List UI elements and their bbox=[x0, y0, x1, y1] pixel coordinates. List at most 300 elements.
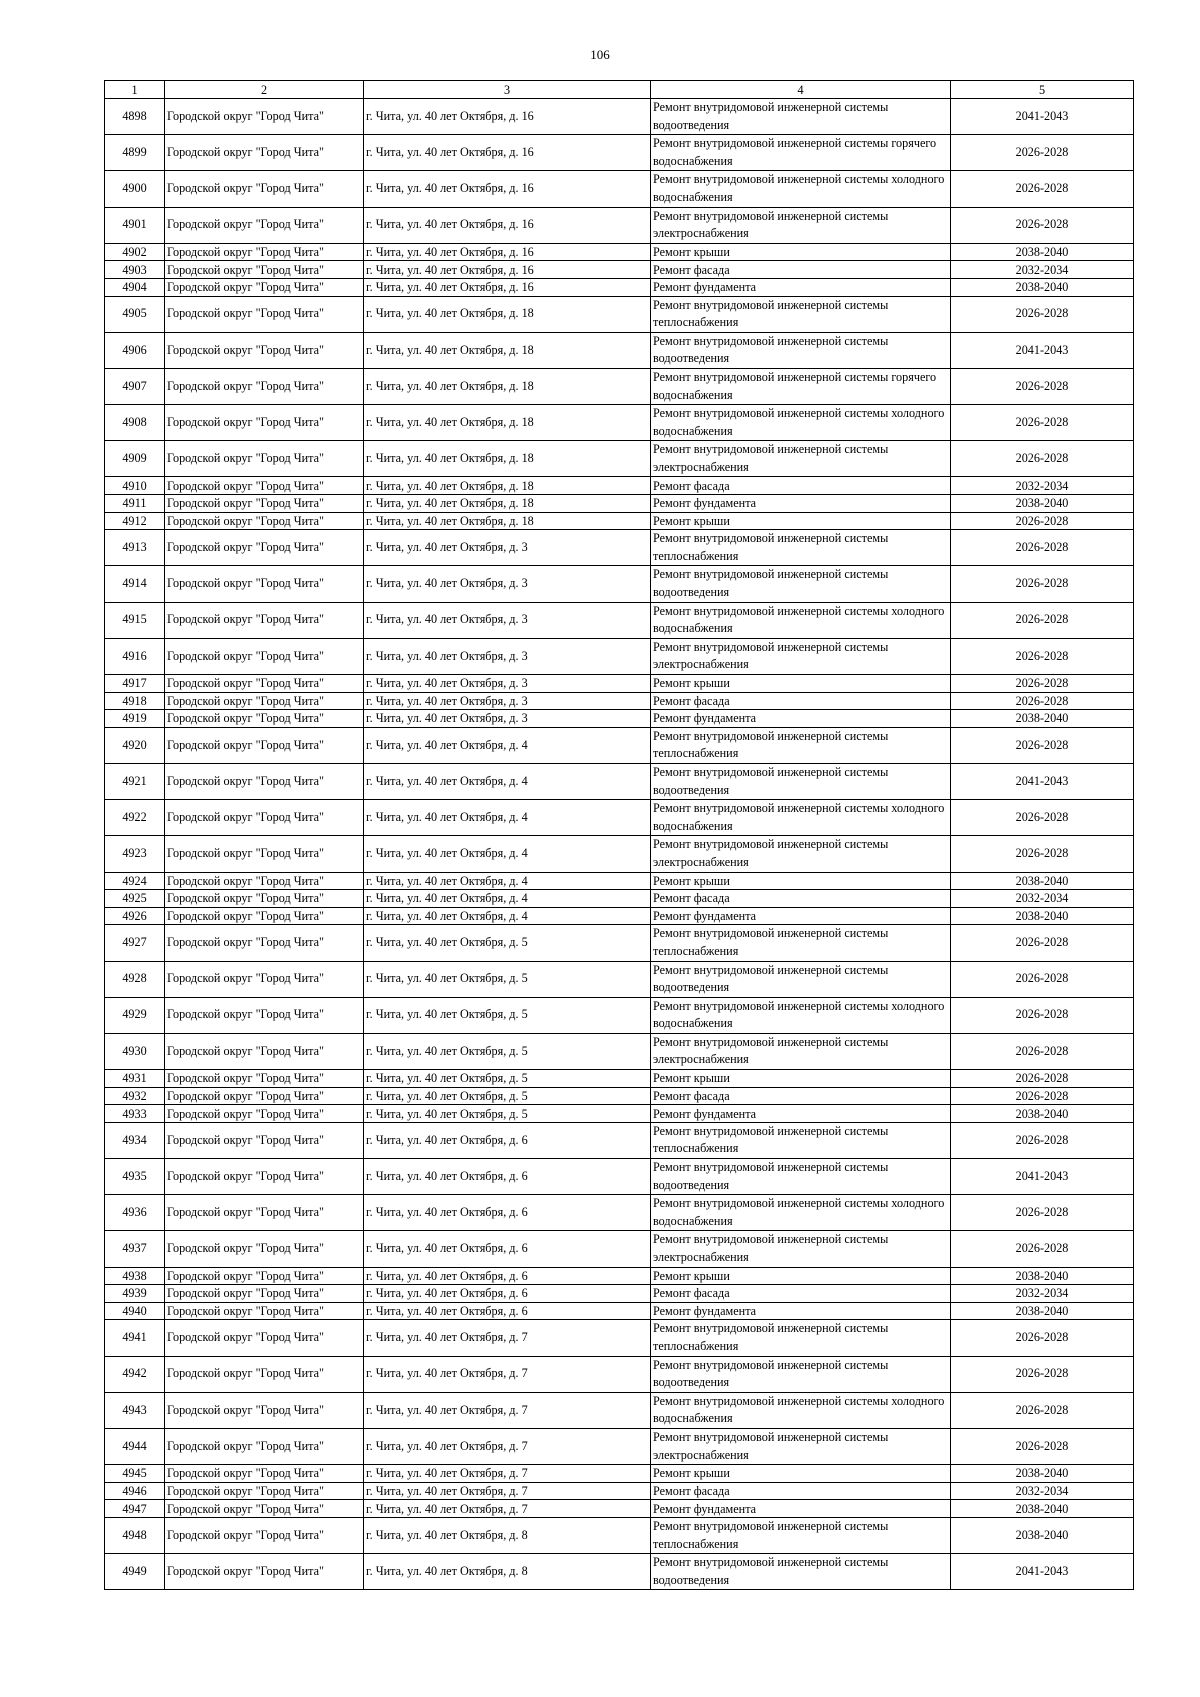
row-number-cell: 4924 bbox=[105, 872, 165, 890]
row-number-cell: 4946 bbox=[105, 1482, 165, 1500]
address-cell: г. Чита, ул. 40 лет Октября, д. 5 bbox=[364, 961, 651, 997]
work-type-cell: Ремонт крыши bbox=[651, 675, 951, 693]
municipality-cell: Городской округ "Город Чита" bbox=[165, 243, 364, 261]
table-row bbox=[105, 997, 1134, 1033]
table-row bbox=[105, 512, 1134, 530]
address-cell: г. Чита, ул. 40 лет Октября, д. 4 bbox=[364, 890, 651, 908]
municipality-cell: Городской округ "Город Чита" bbox=[165, 1428, 364, 1464]
period-cell: 2032-2034 bbox=[951, 1482, 1134, 1500]
municipality-cell: Городской округ "Город Чита" bbox=[165, 1356, 364, 1392]
row-number-cell: 4902 bbox=[105, 243, 165, 261]
municipality-cell: Городской округ "Город Чита" bbox=[165, 99, 364, 135]
row-number-cell: 4905 bbox=[105, 296, 165, 332]
address-cell: г. Чита, ул. 40 лет Октября, д. 5 bbox=[364, 1087, 651, 1105]
period-cell: 2026-2028 bbox=[951, 135, 1134, 171]
municipality-cell: Городской округ "Город Чита" bbox=[165, 1231, 364, 1267]
municipality-cell: Городской округ "Город Чита" bbox=[165, 638, 364, 674]
work-type-cell: Ремонт фасада bbox=[651, 1482, 951, 1500]
table-row bbox=[105, 135, 1134, 171]
municipality-cell: Городской округ "Город Чита" bbox=[165, 1070, 364, 1088]
table-row bbox=[105, 243, 1134, 261]
table-row bbox=[105, 638, 1134, 674]
period-cell: 2026-2028 bbox=[951, 961, 1134, 997]
work-type-cell: Ремонт фундамента bbox=[651, 495, 951, 513]
municipality-cell: Городской округ "Город Чита" bbox=[165, 1465, 364, 1483]
period-cell: 2038-2040 bbox=[951, 1465, 1134, 1483]
row-number-cell: 4929 bbox=[105, 997, 165, 1033]
period-cell: 2026-2028 bbox=[951, 1195, 1134, 1231]
address-cell: г. Чита, ул. 40 лет Октября, д. 18 bbox=[364, 495, 651, 513]
row-number-cell: 4943 bbox=[105, 1392, 165, 1428]
municipality-cell: Городской округ "Город Чита" bbox=[165, 800, 364, 836]
table-row bbox=[105, 332, 1134, 368]
municipality-cell: Городской округ "Город Чита" bbox=[165, 135, 364, 171]
municipality-cell: Городской округ "Город Чита" bbox=[165, 763, 364, 799]
work-type-cell: Ремонт внутридомовой инженерной системы электроснабжения bbox=[651, 836, 951, 872]
work-type-cell: Ремонт фасада bbox=[651, 890, 951, 908]
row-number-cell: 4900 bbox=[105, 171, 165, 207]
work-type-cell: Ремонт внутридомовой инженерной системы теплоснабжения bbox=[651, 925, 951, 961]
table-row bbox=[105, 907, 1134, 925]
work-type-cell: Ремонт внутридомовой инженерной системы водоотведения bbox=[651, 1554, 951, 1590]
table-row bbox=[105, 1428, 1134, 1464]
column-header: 2 bbox=[165, 81, 364, 99]
period-cell: 2026-2028 bbox=[951, 405, 1134, 441]
municipality-cell: Городской округ "Город Чита" bbox=[165, 1195, 364, 1231]
column-header: 4 bbox=[651, 81, 951, 99]
municipality-cell: Городской округ "Город Чита" bbox=[165, 1087, 364, 1105]
work-type-cell: Ремонт внутридомовой инженерной системы холодного водоснабжения bbox=[651, 602, 951, 638]
municipality-cell: Городской округ "Город Чита" bbox=[165, 441, 364, 477]
table-row bbox=[105, 566, 1134, 602]
period-cell: 2026-2028 bbox=[951, 1392, 1134, 1428]
table-row bbox=[105, 441, 1134, 477]
row-number-cell: 4945 bbox=[105, 1465, 165, 1483]
period-cell: 2026-2028 bbox=[951, 1231, 1134, 1267]
row-number-cell: 4904 bbox=[105, 278, 165, 296]
row-number-cell: 4934 bbox=[105, 1122, 165, 1158]
municipality-cell: Городской округ "Город Чита" bbox=[165, 477, 364, 495]
work-type-cell: Ремонт внутридомовой инженерной системы теплоснабжения bbox=[651, 727, 951, 763]
row-number-cell: 4919 bbox=[105, 710, 165, 728]
row-number-cell: 4948 bbox=[105, 1517, 165, 1553]
work-type-cell: Ремонт фасада bbox=[651, 1087, 951, 1105]
work-type-cell: Ремонт внутридомовой инженерной системы электроснабжения bbox=[651, 638, 951, 674]
period-cell: 2026-2028 bbox=[951, 692, 1134, 710]
period-cell: 2032-2034 bbox=[951, 1285, 1134, 1303]
row-number-cell: 4923 bbox=[105, 836, 165, 872]
table-row bbox=[105, 925, 1134, 961]
work-type-cell: Ремонт фундамента bbox=[651, 278, 951, 296]
table-row bbox=[105, 1392, 1134, 1428]
period-cell: 2038-2040 bbox=[951, 1302, 1134, 1320]
row-number-cell: 4920 bbox=[105, 727, 165, 763]
municipality-cell: Городской округ "Город Чита" bbox=[165, 710, 364, 728]
address-cell: г. Чита, ул. 40 лет Октября, д. 18 bbox=[364, 512, 651, 530]
address-cell: г. Чита, ул. 40 лет Октября, д. 6 bbox=[364, 1231, 651, 1267]
table-row bbox=[105, 99, 1134, 135]
row-number-cell: 4944 bbox=[105, 1428, 165, 1464]
municipality-cell: Городской округ "Город Чита" bbox=[165, 405, 364, 441]
address-cell: г. Чита, ул. 40 лет Октября, д. 6 bbox=[364, 1159, 651, 1195]
work-type-cell: Ремонт фундамента bbox=[651, 1105, 951, 1123]
period-cell: 2041-2043 bbox=[951, 1159, 1134, 1195]
table-row bbox=[105, 278, 1134, 296]
table-row bbox=[105, 763, 1134, 799]
period-cell: 2038-2040 bbox=[951, 710, 1134, 728]
table-row bbox=[105, 1517, 1134, 1553]
work-type-cell: Ремонт фундамента bbox=[651, 907, 951, 925]
address-cell: г. Чита, ул. 40 лет Октября, д. 8 bbox=[364, 1517, 651, 1553]
work-type-cell: Ремонт внутридомовой инженерной системы холодного водоснабжения bbox=[651, 1195, 951, 1231]
period-cell: 2038-2040 bbox=[951, 872, 1134, 890]
row-number-cell: 4918 bbox=[105, 692, 165, 710]
table-row bbox=[105, 800, 1134, 836]
municipality-cell: Городской округ "Город Чита" bbox=[165, 1482, 364, 1500]
period-cell: 2026-2028 bbox=[951, 566, 1134, 602]
table-row bbox=[105, 1267, 1134, 1285]
row-number-cell: 4942 bbox=[105, 1356, 165, 1392]
period-cell: 2026-2028 bbox=[951, 1320, 1134, 1356]
address-cell: г. Чита, ул. 40 лет Октября, д. 16 bbox=[364, 99, 651, 135]
row-number-cell: 4921 bbox=[105, 763, 165, 799]
address-cell: г. Чита, ул. 40 лет Октября, д. 4 bbox=[364, 907, 651, 925]
period-cell: 2026-2028 bbox=[951, 296, 1134, 332]
table-row bbox=[105, 1285, 1134, 1303]
period-cell: 2026-2028 bbox=[951, 925, 1134, 961]
table-row bbox=[105, 1320, 1134, 1356]
municipality-cell: Городской округ "Город Чита" bbox=[165, 1320, 364, 1356]
address-cell: г. Чита, ул. 40 лет Октября, д. 3 bbox=[364, 710, 651, 728]
table-row bbox=[105, 477, 1134, 495]
period-cell: 2038-2040 bbox=[951, 1517, 1134, 1553]
address-cell: г. Чита, ул. 40 лет Октября, д. 3 bbox=[364, 566, 651, 602]
period-cell: 2026-2028 bbox=[951, 512, 1134, 530]
period-cell: 2038-2040 bbox=[951, 243, 1134, 261]
address-cell: г. Чита, ул. 40 лет Октября, д. 16 bbox=[364, 278, 651, 296]
municipality-cell: Городской округ "Город Чита" bbox=[165, 261, 364, 279]
table-row bbox=[105, 1302, 1134, 1320]
work-type-cell: Ремонт внутридомовой инженерной системы теплоснабжения bbox=[651, 530, 951, 566]
work-type-cell: Ремонт внутридомовой инженерной системы теплоснабжения bbox=[651, 1122, 951, 1158]
row-number-cell: 4922 bbox=[105, 800, 165, 836]
municipality-cell: Городской округ "Город Чита" bbox=[165, 1159, 364, 1195]
address-cell: г. Чита, ул. 40 лет Октября, д. 5 bbox=[364, 1070, 651, 1088]
table-row bbox=[105, 1087, 1134, 1105]
table-row bbox=[105, 1231, 1134, 1267]
row-number-cell: 4917 bbox=[105, 675, 165, 693]
period-cell: 2026-2028 bbox=[951, 638, 1134, 674]
work-type-cell: Ремонт внутридомовой инженерной системы холодного водоснабжения bbox=[651, 800, 951, 836]
municipality-cell: Городской округ "Город Чита" bbox=[165, 997, 364, 1033]
table-row bbox=[105, 1122, 1134, 1158]
table-row bbox=[105, 872, 1134, 890]
address-cell: г. Чита, ул. 40 лет Октября, д. 5 bbox=[364, 1033, 651, 1069]
table-row bbox=[105, 1105, 1134, 1123]
period-cell: 2041-2043 bbox=[951, 763, 1134, 799]
municipality-cell: Городской округ "Город Чита" bbox=[165, 907, 364, 925]
period-cell: 2032-2034 bbox=[951, 261, 1134, 279]
municipality-cell: Городской округ "Город Чита" bbox=[165, 512, 364, 530]
address-cell: г. Чита, ул. 40 лет Октября, д. 16 bbox=[364, 243, 651, 261]
row-number-cell: 4932 bbox=[105, 1087, 165, 1105]
address-cell: г. Чита, ул. 40 лет Октября, д. 7 bbox=[364, 1465, 651, 1483]
works-table bbox=[104, 80, 1134, 1590]
work-type-cell: Ремонт фасада bbox=[651, 261, 951, 279]
work-type-cell: Ремонт внутридомовой инженерной системы водоотведения bbox=[651, 1356, 951, 1392]
row-number-cell: 4907 bbox=[105, 368, 165, 404]
address-cell: г. Чита, ул. 40 лет Октября, д. 4 bbox=[364, 763, 651, 799]
table-row bbox=[105, 675, 1134, 693]
table-row bbox=[105, 890, 1134, 908]
row-number-cell: 4949 bbox=[105, 1554, 165, 1590]
address-cell: г. Чита, ул. 40 лет Октября, д. 18 bbox=[364, 368, 651, 404]
work-type-cell: Ремонт внутридомовой инженерной системы горячего водоснабжения bbox=[651, 135, 951, 171]
work-type-cell: Ремонт внутридомовой инженерной системы электроснабжения bbox=[651, 1231, 951, 1267]
municipality-cell: Городской округ "Город Чита" bbox=[165, 727, 364, 763]
row-number-cell: 4898 bbox=[105, 99, 165, 135]
address-cell: г. Чита, ул. 40 лет Октября, д. 4 bbox=[364, 836, 651, 872]
municipality-cell: Городской округ "Город Чита" bbox=[165, 1554, 364, 1590]
municipality-cell: Городской округ "Город Чита" bbox=[165, 1392, 364, 1428]
address-cell: г. Чита, ул. 40 лет Октября, д. 4 bbox=[364, 800, 651, 836]
municipality-cell: Городской округ "Город Чита" bbox=[165, 278, 364, 296]
row-number-cell: 4927 bbox=[105, 925, 165, 961]
period-cell: 2026-2028 bbox=[951, 675, 1134, 693]
work-type-cell: Ремонт внутридомовой инженерной системы водоотведения bbox=[651, 961, 951, 997]
column-header: 3 bbox=[364, 81, 651, 99]
municipality-cell: Городской округ "Город Чита" bbox=[165, 1500, 364, 1518]
municipality-cell: Городской округ "Город Чита" bbox=[165, 675, 364, 693]
row-number-cell: 4916 bbox=[105, 638, 165, 674]
municipality-cell: Городской округ "Город Чита" bbox=[165, 207, 364, 243]
work-type-cell: Ремонт крыши bbox=[651, 512, 951, 530]
address-cell: г. Чита, ул. 40 лет Октября, д. 3 bbox=[364, 638, 651, 674]
table-row bbox=[105, 1070, 1134, 1088]
row-number-cell: 4940 bbox=[105, 1302, 165, 1320]
municipality-cell: Городской округ "Город Чита" bbox=[165, 1517, 364, 1553]
row-number-cell: 4935 bbox=[105, 1159, 165, 1195]
row-number-cell: 4914 bbox=[105, 566, 165, 602]
work-type-cell: Ремонт внутридомовой инженерной системы теплоснабжения bbox=[651, 1320, 951, 1356]
period-cell: 2032-2034 bbox=[951, 477, 1134, 495]
row-number-cell: 4938 bbox=[105, 1267, 165, 1285]
work-type-cell: Ремонт фундамента bbox=[651, 1302, 951, 1320]
address-cell: г. Чита, ул. 40 лет Октября, д. 16 bbox=[364, 135, 651, 171]
work-type-cell: Ремонт крыши bbox=[651, 243, 951, 261]
row-number-cell: 4910 bbox=[105, 477, 165, 495]
table-row bbox=[105, 1554, 1134, 1590]
municipality-cell: Городской округ "Город Чита" bbox=[165, 961, 364, 997]
row-number-cell: 4912 bbox=[105, 512, 165, 530]
work-type-cell: Ремонт внутридомовой инженерной системы электроснабжения bbox=[651, 207, 951, 243]
page-number: 106 bbox=[590, 47, 610, 62]
address-cell: г. Чита, ул. 40 лет Октября, д. 3 bbox=[364, 602, 651, 638]
work-type-cell: Ремонт крыши bbox=[651, 1465, 951, 1483]
period-cell: 2026-2028 bbox=[951, 1070, 1134, 1088]
period-cell: 2026-2028 bbox=[951, 1428, 1134, 1464]
row-number-cell: 4908 bbox=[105, 405, 165, 441]
table-row bbox=[105, 171, 1134, 207]
municipality-cell: Городской округ "Город Чита" bbox=[165, 1122, 364, 1158]
row-number-cell: 4930 bbox=[105, 1033, 165, 1069]
municipality-cell: Городской округ "Город Чита" bbox=[165, 925, 364, 961]
row-number-cell: 4939 bbox=[105, 1285, 165, 1303]
address-cell: г. Чита, ул. 40 лет Октября, д. 3 bbox=[364, 692, 651, 710]
period-cell: 2026-2028 bbox=[951, 441, 1134, 477]
period-cell: 2026-2028 bbox=[951, 1356, 1134, 1392]
work-type-cell: Ремонт внутридомовой инженерной системы водоотведения bbox=[651, 99, 951, 135]
municipality-cell: Городской округ "Город Чита" bbox=[165, 602, 364, 638]
address-cell: г. Чита, ул. 40 лет Октября, д. 18 bbox=[364, 332, 651, 368]
row-number-cell: 4903 bbox=[105, 261, 165, 279]
address-cell: г. Чита, ул. 40 лет Октября, д. 16 bbox=[364, 207, 651, 243]
municipality-cell: Городской округ "Город Чита" bbox=[165, 692, 364, 710]
municipality-cell: Городской округ "Город Чита" bbox=[165, 1267, 364, 1285]
period-cell: 2026-2028 bbox=[951, 836, 1134, 872]
table-row bbox=[105, 368, 1134, 404]
period-cell: 2026-2028 bbox=[951, 602, 1134, 638]
row-number-cell: 4909 bbox=[105, 441, 165, 477]
row-number-cell: 4931 bbox=[105, 1070, 165, 1088]
table-row bbox=[105, 1482, 1134, 1500]
table-row bbox=[105, 710, 1134, 728]
address-cell: г. Чита, ул. 40 лет Октября, д. 7 bbox=[364, 1428, 651, 1464]
work-type-cell: Ремонт фасада bbox=[651, 692, 951, 710]
row-number-cell: 4941 bbox=[105, 1320, 165, 1356]
period-cell: 2038-2040 bbox=[951, 907, 1134, 925]
work-type-cell: Ремонт внутридомовой инженерной системы водоотведения bbox=[651, 1159, 951, 1195]
address-cell: г. Чита, ул. 40 лет Октября, д. 6 bbox=[364, 1195, 651, 1231]
work-type-cell: Ремонт фасада bbox=[651, 477, 951, 495]
address-cell: г. Чита, ул. 40 лет Октября, д. 5 bbox=[364, 997, 651, 1033]
address-cell: г. Чита, ул. 40 лет Октября, д. 7 bbox=[364, 1320, 651, 1356]
period-cell: 2026-2028 bbox=[951, 727, 1134, 763]
row-number-cell: 4906 bbox=[105, 332, 165, 368]
row-number-cell: 4926 bbox=[105, 907, 165, 925]
address-cell: г. Чита, ул. 40 лет Октября, д. 7 bbox=[364, 1392, 651, 1428]
municipality-cell: Городской округ "Город Чита" bbox=[165, 171, 364, 207]
table-row bbox=[105, 495, 1134, 513]
work-type-cell: Ремонт фасада bbox=[651, 1285, 951, 1303]
table-row bbox=[105, 261, 1134, 279]
municipality-cell: Городской округ "Город Чита" bbox=[165, 495, 364, 513]
table-body bbox=[105, 81, 1134, 1590]
table-row bbox=[105, 207, 1134, 243]
address-cell: г. Чита, ул. 40 лет Октября, д. 7 bbox=[364, 1356, 651, 1392]
work-type-cell: Ремонт фундамента bbox=[651, 1500, 951, 1518]
work-type-cell: Ремонт внутридомовой инженерной системы электроснабжения bbox=[651, 441, 951, 477]
municipality-cell: Городской округ "Город Чита" bbox=[165, 1285, 364, 1303]
table-row bbox=[105, 602, 1134, 638]
table-row bbox=[105, 1465, 1134, 1483]
period-cell: 2026-2028 bbox=[951, 1087, 1134, 1105]
period-cell: 2026-2028 bbox=[951, 171, 1134, 207]
work-type-cell: Ремонт внутридомовой инженерной системы теплоснабжения bbox=[651, 296, 951, 332]
row-number-cell: 4936 bbox=[105, 1195, 165, 1231]
work-type-cell: Ремонт внутридомовой инженерной системы холодного водоснабжения bbox=[651, 1392, 951, 1428]
period-cell: 2038-2040 bbox=[951, 1105, 1134, 1123]
municipality-cell: Городской округ "Город Чита" bbox=[165, 1105, 364, 1123]
address-cell: г. Чита, ул. 40 лет Октября, д. 6 bbox=[364, 1267, 651, 1285]
address-cell: г. Чита, ул. 40 лет Октября, д. 16 bbox=[364, 171, 651, 207]
address-cell: г. Чита, ул. 40 лет Октября, д. 7 bbox=[364, 1482, 651, 1500]
column-header: 5 bbox=[951, 81, 1134, 99]
work-type-cell: Ремонт внутридомовой инженерной системы теплоснабжения bbox=[651, 1517, 951, 1553]
table-row bbox=[105, 961, 1134, 997]
row-number-cell: 4899 bbox=[105, 135, 165, 171]
work-type-cell: Ремонт внутридомовой инженерной системы холодного водоснабжения bbox=[651, 997, 951, 1033]
period-cell: 2026-2028 bbox=[951, 530, 1134, 566]
table-row bbox=[105, 836, 1134, 872]
address-cell: г. Чита, ул. 40 лет Октября, д. 5 bbox=[364, 1105, 651, 1123]
row-number-cell: 4937 bbox=[105, 1231, 165, 1267]
table-row bbox=[105, 1033, 1134, 1069]
period-cell: 2026-2028 bbox=[951, 1033, 1134, 1069]
header-row bbox=[105, 81, 1134, 99]
address-cell: г. Чита, ул. 40 лет Октября, д. 18 bbox=[364, 441, 651, 477]
address-cell: г. Чита, ул. 40 лет Октября, д. 6 bbox=[364, 1302, 651, 1320]
table-row bbox=[105, 727, 1134, 763]
table-row bbox=[105, 1159, 1134, 1195]
municipality-cell: Городской округ "Город Чита" bbox=[165, 296, 364, 332]
period-cell: 2038-2040 bbox=[951, 1267, 1134, 1285]
address-cell: г. Чита, ул. 40 лет Октября, д. 4 bbox=[364, 727, 651, 763]
work-type-cell: Ремонт внутридомовой инженерной системы водоотведения bbox=[651, 763, 951, 799]
municipality-cell: Городской округ "Город Чита" bbox=[165, 890, 364, 908]
period-cell: 2026-2028 bbox=[951, 1122, 1134, 1158]
period-cell: 2041-2043 bbox=[951, 332, 1134, 368]
table-row bbox=[105, 1195, 1134, 1231]
table-row bbox=[105, 692, 1134, 710]
address-cell: г. Чита, ул. 40 лет Октября, д. 4 bbox=[364, 872, 651, 890]
period-cell: 2038-2040 bbox=[951, 1500, 1134, 1518]
table-row bbox=[105, 405, 1134, 441]
period-cell: 2038-2040 bbox=[951, 278, 1134, 296]
work-type-cell: Ремонт внутридомовой инженерной системы холодного водоснабжения bbox=[651, 171, 951, 207]
municipality-cell: Городской округ "Город Чита" bbox=[165, 836, 364, 872]
address-cell: г. Чита, ул. 40 лет Октября, д. 18 bbox=[364, 296, 651, 332]
address-cell: г. Чита, ул. 40 лет Октября, д. 6 bbox=[364, 1122, 651, 1158]
row-number-cell: 4925 bbox=[105, 890, 165, 908]
work-type-cell: Ремонт фундамента bbox=[651, 710, 951, 728]
period-cell: 2026-2028 bbox=[951, 997, 1134, 1033]
period-cell: 2038-2040 bbox=[951, 495, 1134, 513]
work-type-cell: Ремонт крыши bbox=[651, 1267, 951, 1285]
address-cell: г. Чита, ул. 40 лет Октября, д. 5 bbox=[364, 925, 651, 961]
work-type-cell: Ремонт внутридомовой инженерной системы горячего водоснабжения bbox=[651, 368, 951, 404]
municipality-cell: Городской округ "Город Чита" bbox=[165, 332, 364, 368]
work-type-cell: Ремонт внутридомовой инженерной системы электроснабжения bbox=[651, 1033, 951, 1069]
address-cell: г. Чита, ул. 40 лет Октября, д. 3 bbox=[364, 675, 651, 693]
address-cell: г. Чита, ул. 40 лет Октября, д. 6 bbox=[364, 1285, 651, 1303]
column-header: 1 bbox=[105, 81, 165, 99]
row-number-cell: 4928 bbox=[105, 961, 165, 997]
municipality-cell: Городской округ "Город Чита" bbox=[165, 1302, 364, 1320]
municipality-cell: Городской округ "Город Чита" bbox=[165, 530, 364, 566]
row-number-cell: 4913 bbox=[105, 530, 165, 566]
address-cell: г. Чита, ул. 40 лет Октября, д. 8 bbox=[364, 1554, 651, 1590]
work-type-cell: Ремонт внутридомовой инженерной системы холодного водоснабжения bbox=[651, 405, 951, 441]
address-cell: г. Чита, ул. 40 лет Октября, д. 18 bbox=[364, 405, 651, 441]
address-cell: г. Чита, ул. 40 лет Октября, д. 18 bbox=[364, 477, 651, 495]
municipality-cell: Городской округ "Город Чита" bbox=[165, 368, 364, 404]
table-row bbox=[105, 1500, 1134, 1518]
row-number-cell: 4915 bbox=[105, 602, 165, 638]
work-type-cell: Ремонт крыши bbox=[651, 872, 951, 890]
table-row bbox=[105, 1356, 1134, 1392]
row-number-cell: 4911 bbox=[105, 495, 165, 513]
